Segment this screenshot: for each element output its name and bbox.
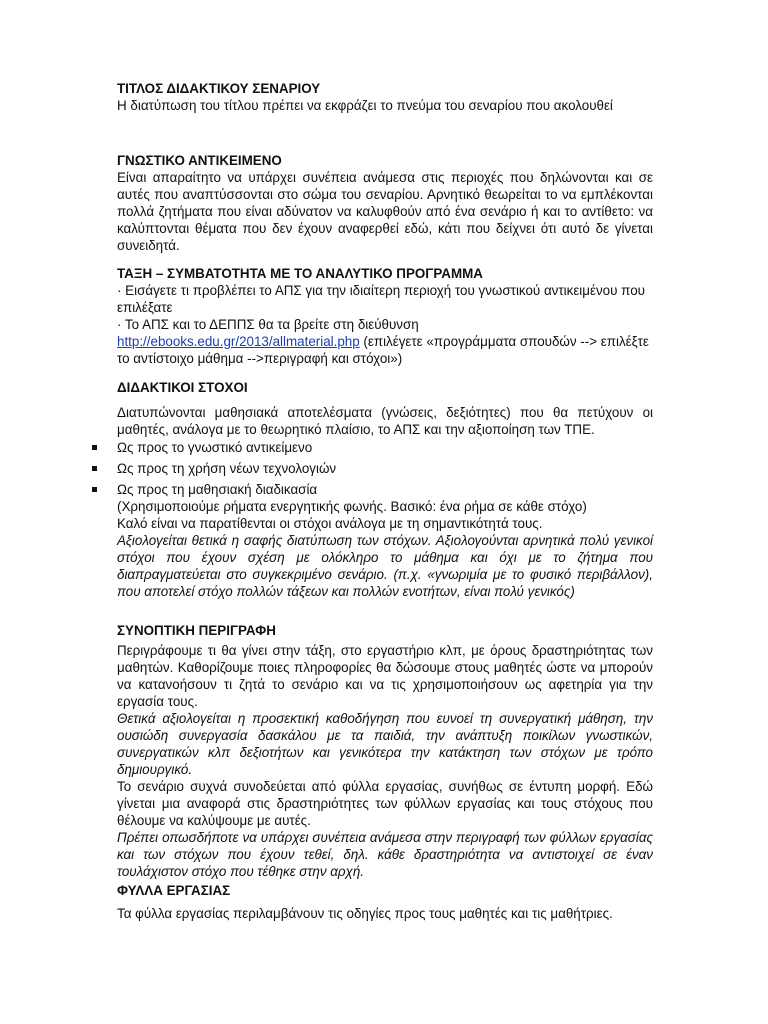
summary-paragraph-4: Πρέπει οπωσδήποτε να υπάρχει συνέπεια ανάμεσα στην περιγραφή των φύλλων εργασίας και των στόχων που έχουν τεθεί, δηλ. κάθε δραστηριότητα να αντιστοιχεί σε έναν τουλάχιστον στόχο που τέθηκε στην αρχή. bbox=[117, 830, 653, 879]
section-title bbox=[117, 80, 653, 114]
list-item-text: Ως προς το γνωστικό αντικείμενο bbox=[117, 440, 313, 455]
section-subject bbox=[117, 152, 653, 254]
list-item-text: Ως προς τη μαθησιακή διαδικασία bbox=[117, 482, 318, 497]
objectives-note-verbs: (Χρησιμοποιούμε ρήματα ενεργητικής φωνής. Βασικό: ένα ρήμα σε κάθε στόχο) bbox=[117, 499, 587, 514]
section-heading: ΤΙΤΛΟΣ ΔΙΔΑΚΤΙΚΟΥ ΣΕΝΑΡΙΟΥ bbox=[117, 81, 321, 96]
section-worksheets bbox=[117, 882, 653, 922]
list-item bbox=[117, 481, 653, 498]
list-item bbox=[117, 460, 653, 477]
summary-paragraph-1: Περιγράφουμε τι θα γίνει στην τάξη, στο εργαστήριο κλπ, με όρους δραστηριότητας των μαθητών. Καθορίζουμε ποιες πληροφορίες θα δώσουμε στους μαθητές ώστε να μπορούν να κατανοήσουν τι ζητά το σενάριο και να τις χρησιμοποιήσουν ως αφετηρία για την εργασία τους. bbox=[117, 643, 653, 709]
curriculum-line-2: · Το ΑΠΣ και το ΔΕΠΠΣ θα τα βρείτε στη διεύθυνση bbox=[117, 317, 419, 332]
section-heading: ΦΥΛΛΑ ΕΡΓΑΣΙΑΣ bbox=[117, 883, 231, 898]
section-objectives bbox=[117, 379, 653, 600]
summary-paragraph-2: Θετικά αξιολογείται η προσεκτική καθοδήγηση που ευνοεί τη συνεργατική μάθηση, την ουσιώδη συνεργασία δασκάλου με τα παιδιά, την ανάπτυξη ποικίλων γνωστικών, συνεργατικών κλπ δεξιοτήτων και γενικότερα την κατάκτηση των στόχων με τρόπο δημιουργικό. bbox=[117, 711, 653, 777]
objectives-intro: Διατυπώνονται μαθησιακά αποτελέσματα (γνώσεις, δεξιότητες) που θα πετύχουν οι μαθητές, ανάλογα με το θεωρητικό πλαίσιο, το ΑΠΣ και την αξιοποίηση των ΤΠΕ. bbox=[117, 405, 653, 437]
bullet-icon bbox=[92, 445, 97, 450]
curriculum-link[interactable]: http://ebooks.edu.gr/2013/allmaterial.php bbox=[117, 334, 360, 349]
curriculum-link-note: (επιλέγετε «προγράμματα σπουδών --> επιλέξτε το αντίστοιχο μάθημα -->περιγραφή και στόχοι») bbox=[117, 334, 649, 366]
section-heading: ΓΝΩΣΤΙΚΟ ΑΝΤΙΚΕΙΜΕΝΟ bbox=[117, 153, 282, 168]
section-heading: ΤΑΞΗ – ΣΥΜΒΑΤΟΤΗΤΑ ΜΕ ΤΟ ΑΝΑΛΥΤΙΚΟ ΠΡΟΓΡΑΜΜΑ bbox=[117, 266, 483, 281]
curriculum-line-1: · Εισάγετε τι προβλέπει το ΑΠΣ για την ιδιαίτερη περιοχή του γνωστικού αντικειμένου που επιλέξατε bbox=[117, 283, 645, 315]
section-summary bbox=[117, 622, 653, 880]
objectives-list bbox=[117, 439, 653, 498]
list-item bbox=[117, 439, 653, 456]
bullet-icon bbox=[92, 487, 97, 492]
objectives-note-evaluation: Αξιολογείται θετικά η σαφής διατύπωση των στόχων. Αξιολογούνται αρνητικά πολύ γενικοί στόχοι που έχουν σχέση με ολόκληρο το μάθημα και όχι με το ζήτημα που διαπραγματεύεται στο συγκεκριμένο σενάριο. (π.χ. «γνωριμία με το φυσικό περιβάλλον), που αποτελεί στόχο πολλών τάξεων και πολλών ενοτήτων, είναι πολύ γενικός) bbox=[117, 533, 653, 599]
section-text: Είναι απαραίτητο να υπάρχει συνέπεια ανάμεσα στις περιοχές που δηλώνονται και σε αυτές που αναπτύσσονται στο σώμα του σεναρίου. Αρνητικό θεωρείται το να εμπλέκονται πολλά ζητήματα που είναι αδύνατον να καλυφθούν από ένα σενάριο ή και το αντίθετο: να καλύπτονται θέματα που δεν έχουν αναφερθεί εδώ, κάτι που δείχνει ότι αυτό δε γίνεται συνειδητά. bbox=[117, 170, 653, 253]
section-heading: ΣΥΝΟΠΤΙΚΗ ΠΕΡΙΓΡΑΦΗ bbox=[117, 623, 276, 638]
section-class-curriculum bbox=[117, 265, 653, 367]
section-text: Τα φύλλα εργασίας περιλαμβάνουν τις οδηγίες προς τους μαθητές και τις μαθήτριες. bbox=[117, 906, 613, 921]
section-text: Η διατύπωση του τίτλου πρέπει να εκφράζει το πνεύμα του σεναρίου που ακολουθεί bbox=[117, 98, 613, 113]
objectives-note-order: Καλό είναι να παρατίθενται οι στόχοι ανάλογα με τη σημαντικότητά τους. bbox=[117, 516, 543, 531]
curriculum-link-line bbox=[117, 333, 653, 367]
list-item-text: Ως προς τη χρήση νέων τεχνολογιών bbox=[117, 461, 337, 476]
summary-paragraph-3: Το σενάριο συχνά συνοδεύεται από φύλλα εργασίας, συνήθως σε έντυπη μορφή. Εδώ γίνεται μια αναφορά στις δραστηριότητες των φύλλων εργασίας και τους στόχους που θέλουμε να καλύψουμε με αυτές. bbox=[117, 779, 653, 828]
section-heading: ΔΙΔΑΚΤΙΚΟΙ ΣΤΟΧΟΙ bbox=[117, 380, 248, 395]
bullet-icon bbox=[92, 466, 97, 471]
